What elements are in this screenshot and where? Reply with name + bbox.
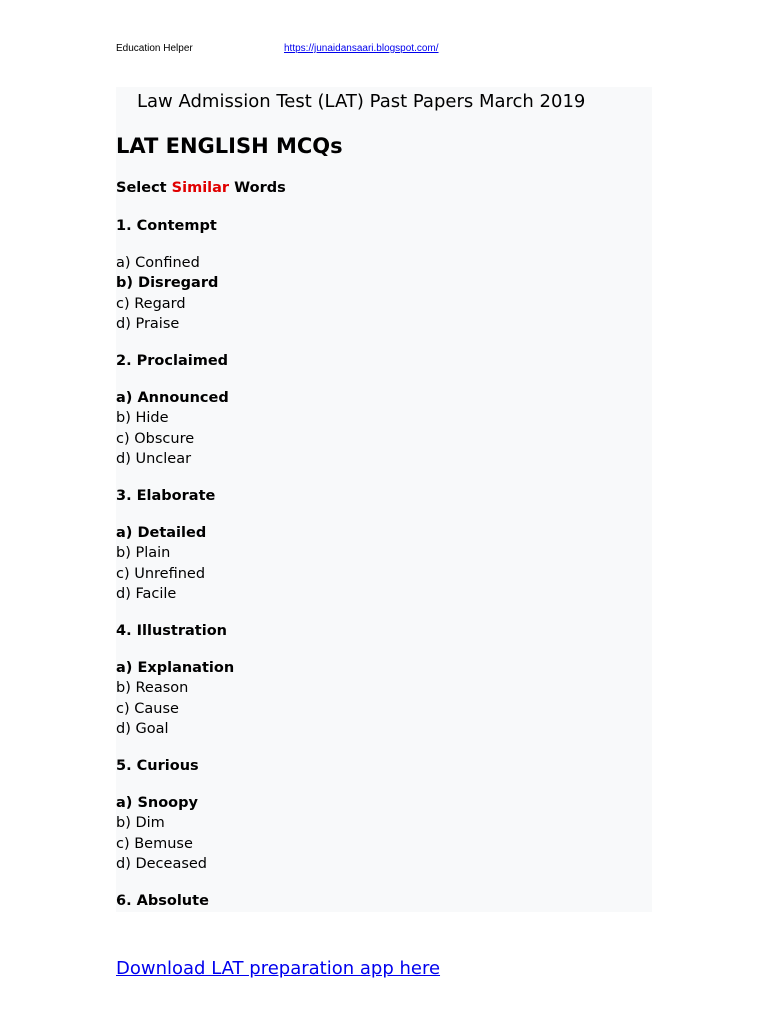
instruction-highlight: Similar bbox=[171, 180, 230, 196]
answer-option: d) Goal bbox=[116, 721, 169, 738]
question-stem: 2. Proclaimed bbox=[116, 353, 229, 369]
answer-option: d) Facile bbox=[116, 586, 177, 603]
instruction-after: Words bbox=[229, 180, 286, 196]
answer-option-correct: a) Snoopy bbox=[116, 795, 198, 811]
answer-option: c) Bemuse bbox=[116, 835, 193, 852]
answer-option: c) Cause bbox=[116, 700, 179, 717]
answer-option: d) Deceased bbox=[116, 856, 208, 873]
blog-link[interactable]: https://junaidansaari.blogspot.com/ bbox=[284, 43, 439, 54]
instruction-before: Select bbox=[116, 180, 172, 196]
answer-option: c) Regard bbox=[116, 295, 186, 312]
answer-option-correct: a) Explanation bbox=[116, 660, 235, 676]
section-heading: LAT ENGLISH MCQs bbox=[116, 134, 343, 158]
answer-option: b) Plain bbox=[116, 545, 171, 562]
header-left-text: Education Helper bbox=[116, 43, 193, 54]
answer-option: d) Praise bbox=[116, 316, 180, 333]
answer-option: a) Confined bbox=[116, 255, 200, 271]
answer-option-correct: b) Disregard bbox=[116, 275, 219, 292]
question-stem: 6. Absolute bbox=[116, 893, 209, 909]
answer-option-correct: a) Announced bbox=[116, 390, 229, 406]
answer-option: d) Unclear bbox=[116, 451, 192, 468]
answer-option: c) Unrefined bbox=[116, 565, 206, 582]
instruction-line bbox=[116, 178, 286, 198]
answer-option-correct: a) Detailed bbox=[116, 525, 207, 541]
question-stem: 4. Illustration bbox=[116, 623, 227, 639]
document-title: Law Admission Test (LAT) Past Papers March 2019 bbox=[137, 91, 586, 112]
download-app-link[interactable]: Download LAT preparation app here bbox=[116, 958, 441, 979]
question-stem: 5. Curious bbox=[116, 758, 199, 774]
answer-option: c) Obscure bbox=[116, 430, 195, 447]
answer-option: b) Hide bbox=[116, 410, 169, 427]
question-stem: 1. Contempt bbox=[116, 218, 217, 234]
answer-option: b) Reason bbox=[116, 680, 189, 697]
question-stem: 3. Elaborate bbox=[116, 488, 216, 504]
answer-option: b) Dim bbox=[116, 815, 165, 832]
